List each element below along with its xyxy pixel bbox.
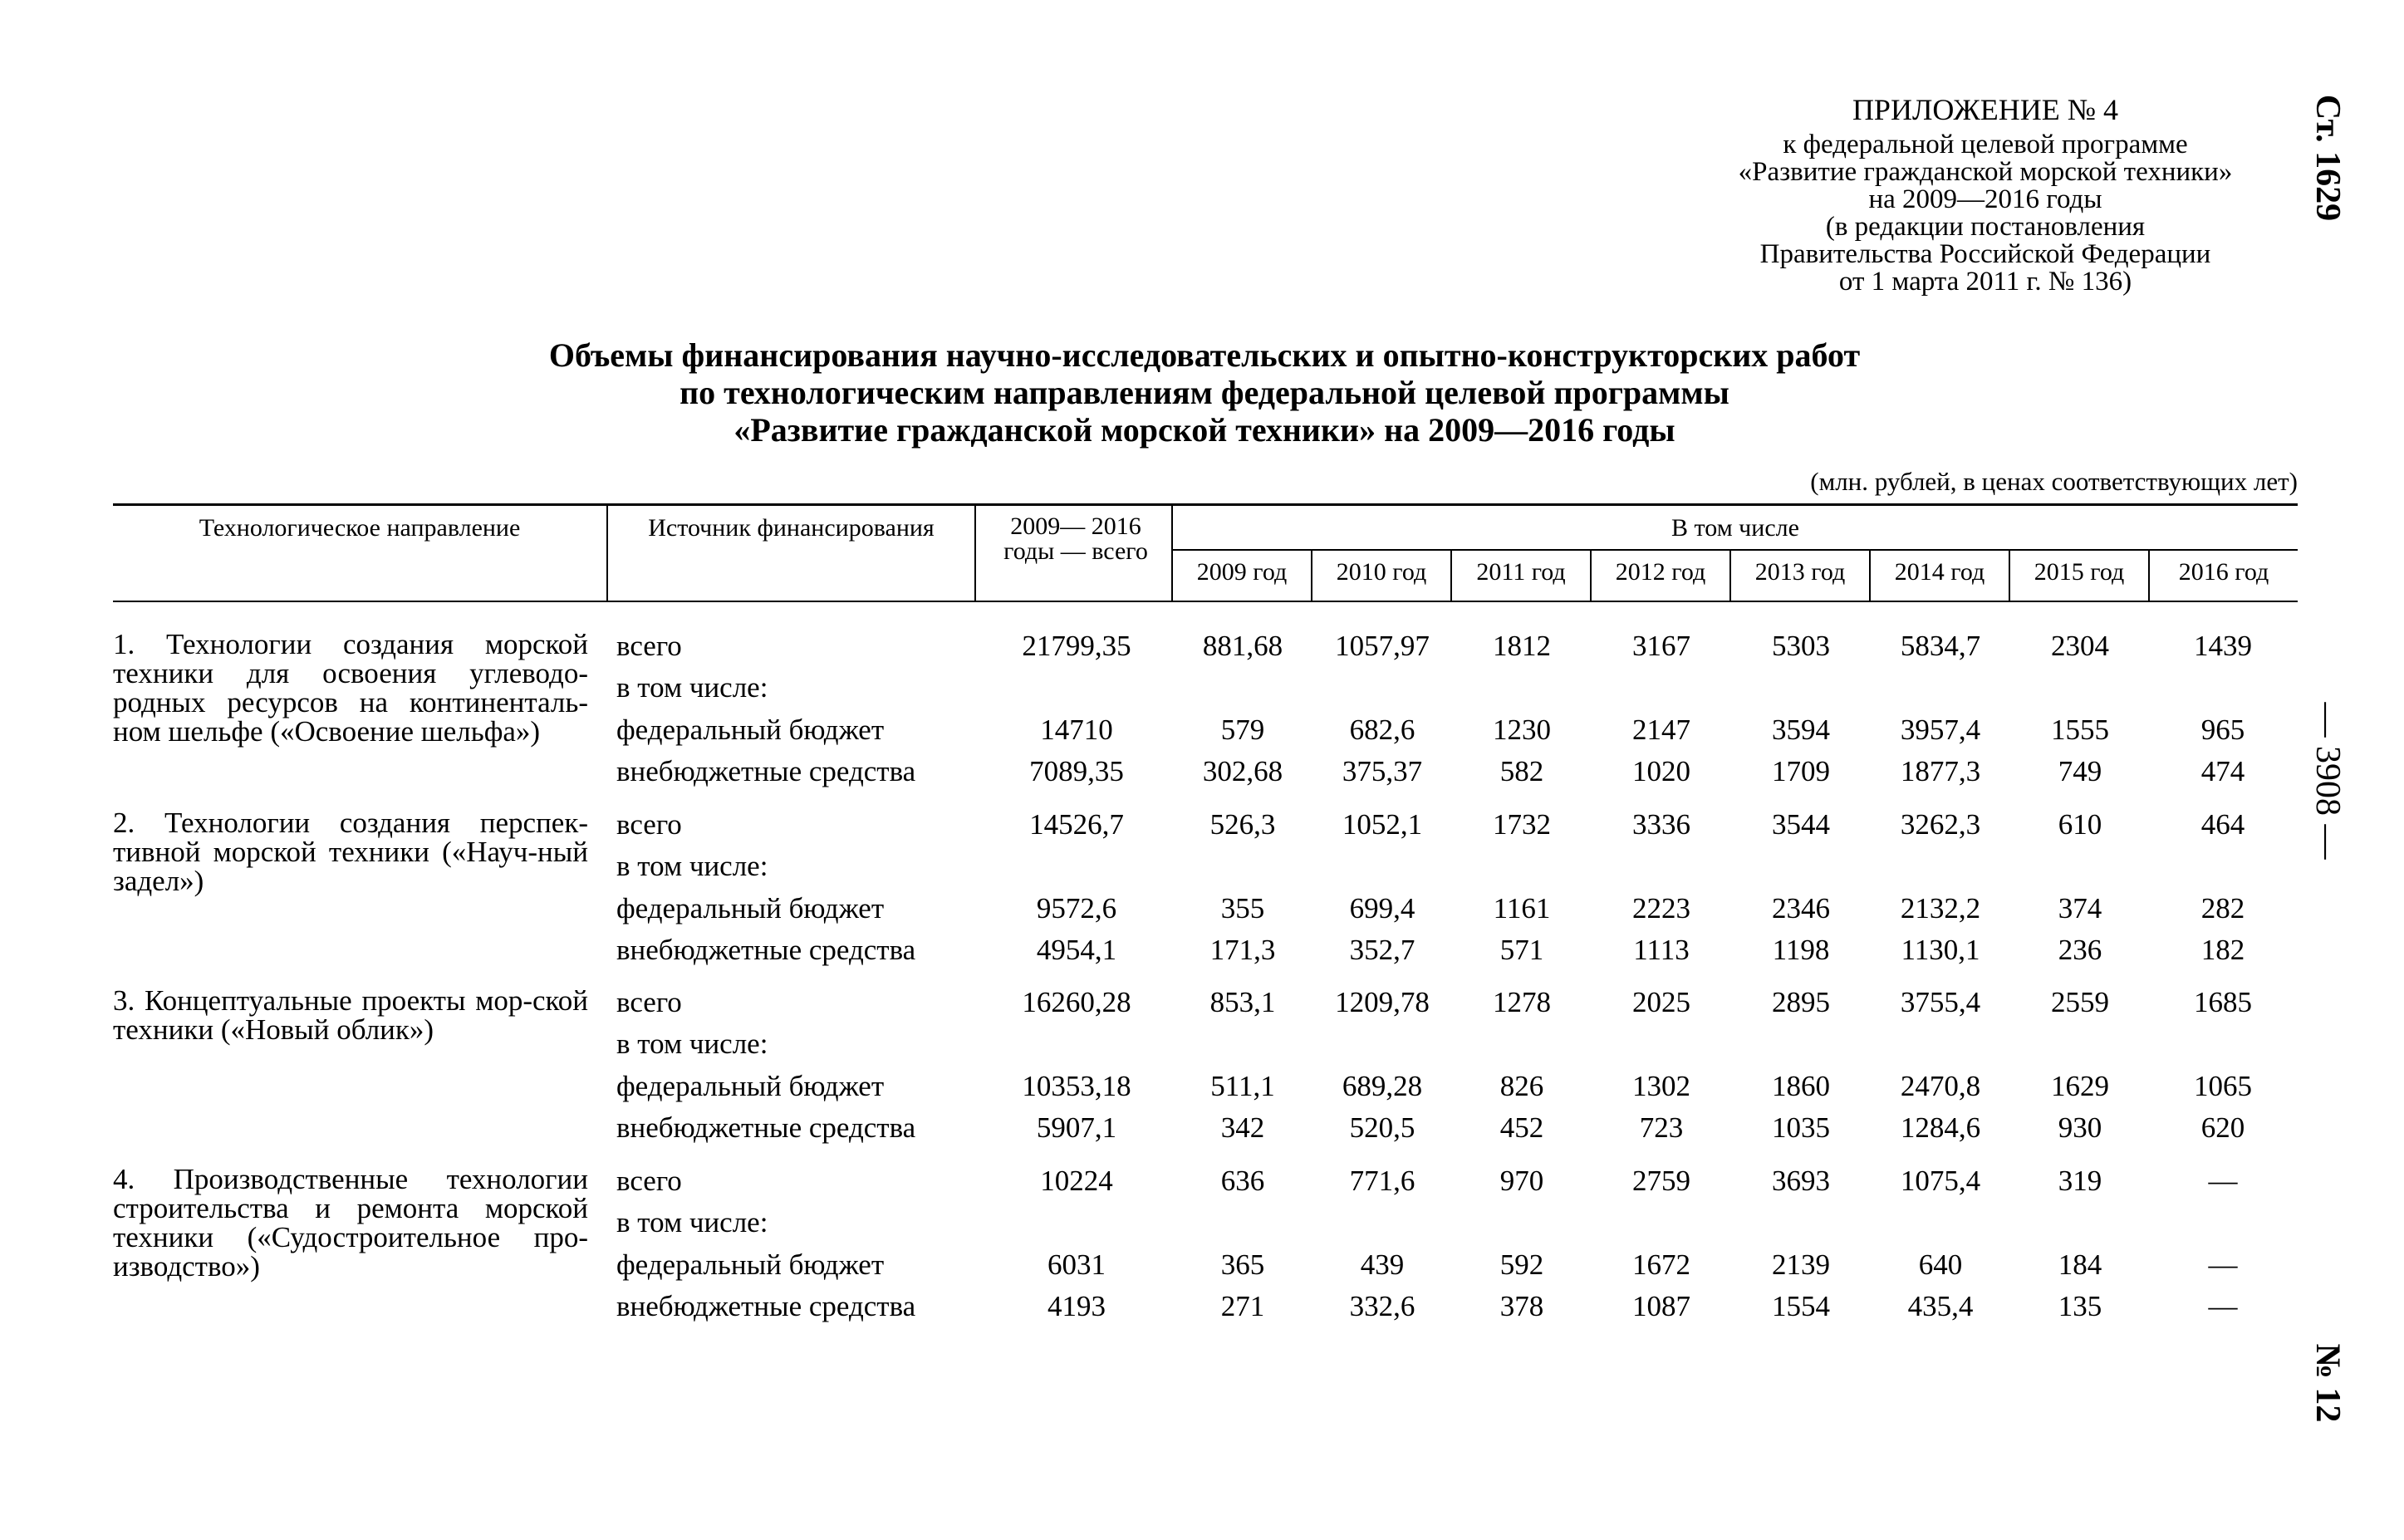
page-number: — 3908 — (2308, 702, 2347, 860)
year-value-cell: 3167 (1632, 630, 1690, 662)
header-year: 2009 год (1196, 558, 1288, 586)
source-cell: в том числе: (616, 1027, 768, 1060)
header-year: 2016 год (2178, 558, 2269, 586)
source-cell: внебюджетные средства (616, 934, 916, 966)
appendix-title: ПРИЛОЖЕНИЕ № 4 (1852, 93, 2119, 126)
source-cell: федеральный бюджет (616, 892, 885, 924)
header-year: 2012 год (1615, 558, 1706, 586)
appendix-line: от 1 марта 2011 г. № 136) (1838, 267, 2132, 297)
year-value-cell: 1709 (1772, 755, 1830, 787)
source-cell: в том числе: (616, 671, 768, 704)
total-cell: 5907,1 (1036, 1111, 1117, 1144)
year-value-cell: 2025 (1632, 986, 1690, 1018)
source-cell: всего (616, 1165, 682, 1197)
direction-cell: 1. Технологии создания морской техники для освоения углеводо-родных ресурсов на континенталь-ном шельфе («Освоение шельфа») (113, 628, 588, 748)
appendix-line: (в редакции постановления (1825, 212, 2146, 242)
year-value-cell: 1812 (1493, 630, 1551, 662)
year-value-cell: 2223 (1632, 892, 1690, 924)
table-header-rule (113, 601, 2298, 602)
year-value-cell: 620 (2200, 1111, 2245, 1144)
source-cell: всего (616, 630, 682, 662)
year-value-cell: 375,37 (1342, 755, 1423, 787)
header-year: 2013 год (1754, 558, 1846, 586)
source-cell: федеральный бюджет (616, 1070, 885, 1102)
year-value-cell: 365 (1220, 1248, 1265, 1281)
year-value-cell: 3262,3 (1900, 808, 1981, 841)
year-value-cell: 236 (2058, 934, 2102, 966)
year-value-cell: 1230 (1493, 714, 1551, 746)
page-title (166, 336, 2243, 449)
article-number: Ст. 1629 (2308, 94, 2347, 222)
appendix-line: к федеральной целевой программе (1783, 130, 2188, 159)
total-cell: 9572,6 (1036, 892, 1117, 924)
header-year: 2015 год (2034, 558, 2125, 586)
year-value-cell: — (2208, 1290, 2238, 1322)
year-value-cell: 271 (1220, 1290, 1265, 1322)
year-value-cell: 1439 (2194, 630, 2252, 662)
year-value-cell: 171,3 (1209, 934, 1276, 966)
source-cell: внебюджетные средства (616, 1290, 916, 1322)
year-value-cell: 1020 (1632, 755, 1690, 787)
year-value-cell: 2346 (1772, 892, 1830, 924)
total-cell: 14526,7 (1029, 808, 1124, 841)
year-value-cell: 1161 (1493, 892, 1551, 924)
year-value-cell: 826 (1499, 1070, 1544, 1102)
year-value-cell: 352,7 (1349, 934, 1415, 966)
year-value-cell: 374 (2058, 892, 2102, 924)
year-value-cell: — (2208, 1165, 2238, 1197)
year-value-cell: 2559 (2051, 986, 2109, 1018)
year-value-cell: 1198 (1772, 934, 1830, 966)
year-value-cell: 302,68 (1202, 755, 1283, 787)
source-cell: внебюджетные средства (616, 1111, 916, 1144)
year-value-cell: 1284,6 (1900, 1111, 1981, 1144)
direction-cell: 3. Концептуальные проекты мор-ской техники («Новый облик») (113, 984, 588, 1046)
year-value-cell: 2139 (1772, 1248, 1830, 1281)
year-value-cell: 1629 (2051, 1070, 2109, 1102)
year-value-cell: 342 (1220, 1111, 1265, 1144)
year-value-cell: 3693 (1772, 1165, 1830, 1197)
year-value-cell: 520,5 (1349, 1111, 1415, 1144)
total-cell: 10353,18 (1022, 1070, 1131, 1102)
header-including: В том числе (1671, 514, 1799, 542)
year-value-cell: 1732 (1493, 808, 1551, 841)
total-cell: 16260,28 (1022, 986, 1131, 1018)
year-value-cell: 1209,78 (1335, 986, 1430, 1018)
appendix-line: Правительства Российской Федерации (1759, 239, 2211, 269)
year-value-cell: 582 (1499, 755, 1544, 787)
year-value-cell: 2147 (1632, 714, 1690, 746)
year-value-cell: 965 (2200, 714, 2245, 746)
total-cell: 10224 (1040, 1165, 1113, 1197)
header-total: 2009— 2016 годы — всего (1003, 513, 1148, 565)
year-value-cell: 464 (2200, 808, 2245, 841)
year-value-cell: 723 (1639, 1111, 1684, 1144)
year-value-cell: 1860 (1772, 1070, 1830, 1102)
year-value-cell: 319 (2058, 1165, 2102, 1197)
year-value-cell: 771,6 (1349, 1165, 1415, 1197)
source-cell: всего (616, 808, 682, 841)
year-value-cell: 3336 (1632, 808, 1690, 841)
year-value-cell: 970 (1499, 1165, 1544, 1197)
year-value-cell: 1672 (1632, 1248, 1690, 1281)
total-cell: 4193 (1047, 1290, 1106, 1322)
year-value-cell: 1554 (1772, 1290, 1830, 1322)
year-value-cell: 135 (2058, 1290, 2102, 1322)
total-cell: 4954,1 (1036, 934, 1117, 966)
year-value-cell: 5834,7 (1900, 630, 1981, 662)
year-value-cell: 2470,8 (1900, 1070, 1981, 1102)
year-value-cell: 1877,3 (1900, 755, 1981, 787)
year-value-cell: 1057,97 (1335, 630, 1430, 662)
year-value-cell: 511,1 (1210, 1070, 1275, 1102)
year-value-cell: 881,68 (1202, 630, 1283, 662)
year-value-cell: 1035 (1772, 1111, 1830, 1144)
source-cell: в том числе: (616, 1206, 768, 1238)
appendix-block (1686, 93, 2284, 296)
year-value-cell: 452 (1499, 1111, 1544, 1144)
year-value-cell: 378 (1499, 1290, 1544, 1322)
source-cell: всего (616, 986, 682, 1018)
source-cell: федеральный бюджет (616, 1248, 885, 1281)
header-year: 2014 год (1894, 558, 1985, 586)
year-value-cell: 2759 (1632, 1165, 1690, 1197)
year-value-cell: 1130,1 (1901, 934, 1980, 966)
year-value-cell: 526,3 (1209, 808, 1276, 841)
year-value-cell: 1052,1 (1342, 808, 1423, 841)
year-value-cell: 182 (2200, 934, 2245, 966)
year-value-cell: 1087 (1632, 1290, 1690, 1322)
units-note: (млн. рублей, в ценах соответствующих лет) (1810, 467, 2298, 496)
source-cell: внебюджетные средства (616, 755, 916, 787)
year-value-cell: 2895 (1772, 986, 1830, 1018)
year-value-cell: 640 (1918, 1248, 1963, 1281)
year-value-cell: 439 (1360, 1248, 1405, 1281)
year-value-cell: 592 (1499, 1248, 1544, 1281)
year-value-cell: 636 (1220, 1165, 1265, 1197)
year-value-cell: 579 (1220, 714, 1265, 746)
header-source: Источник финансирования (648, 514, 935, 542)
year-value-cell: 474 (2200, 755, 2245, 787)
appendix-line: «Развитие гражданской морской техники» (1738, 157, 2233, 187)
year-value-cell: 3755,4 (1900, 986, 1981, 1018)
header-year: 2011 год (1476, 558, 1566, 586)
year-value-cell: 184 (2058, 1248, 2102, 1281)
source-cell: в том числе: (616, 850, 768, 882)
year-value-cell: 282 (2200, 892, 2245, 924)
year-value-cell: 3594 (1772, 714, 1830, 746)
total-cell: 6031 (1047, 1248, 1106, 1281)
year-value-cell: 1075,4 (1900, 1165, 1981, 1197)
year-value-cell: 1113 (1633, 934, 1690, 966)
table-top-rule (113, 503, 2298, 506)
year-value-cell: 699,4 (1349, 892, 1415, 924)
year-value-cell: 1278 (1493, 986, 1551, 1018)
year-value-cell: 2304 (2051, 630, 2109, 662)
year-value-cell: 3544 (1772, 808, 1830, 841)
direction-cell: 2. Технологии создания перспек-тивной морской техники («Науч-ный задел») (113, 807, 588, 897)
year-value-cell: 1065 (2194, 1070, 2252, 1102)
source-cell: федеральный бюджет (616, 714, 885, 746)
year-value-cell: 2132,2 (1900, 892, 1981, 924)
year-value-cell: — (2208, 1248, 2238, 1281)
year-value-cell: 5303 (1772, 630, 1830, 662)
title-line: Объемы финансирования научно-исследовательских и опытно-конструкторских работ (548, 336, 1861, 374)
total-cell: 7089,35 (1029, 755, 1124, 787)
title-line: «Развитие гражданской морской техники» на 2009—2016 годы (733, 411, 1675, 449)
year-value-cell: 1302 (1632, 1070, 1690, 1102)
issue-number: № 12 (2308, 1343, 2347, 1423)
year-value-cell: 610 (2058, 808, 2102, 841)
year-value-cell: 749 (2058, 755, 2102, 787)
year-value-cell: 332,6 (1349, 1290, 1415, 1322)
appendix-line: на 2009—2016 годы (1868, 184, 2102, 214)
year-value-cell: 571 (1499, 934, 1544, 966)
total-cell: 14710 (1040, 714, 1113, 746)
header-year: 2010 год (1336, 558, 1427, 586)
year-value-cell: 1685 (2194, 986, 2252, 1018)
subheader-rule (1171, 549, 2298, 551)
year-value-cell: 355 (1220, 892, 1265, 924)
year-value-cell: 930 (2058, 1111, 2102, 1144)
year-value-cell: 689,28 (1342, 1070, 1423, 1102)
year-value-cell: 3957,4 (1900, 714, 1981, 746)
year-value-cell: 682,6 (1349, 714, 1415, 746)
year-value-cell: 1555 (2051, 714, 2109, 746)
total-cell: 21799,35 (1022, 630, 1131, 662)
direction-cell: 4. Производственные технологии строительства и ремонта морской техники («Судостроительное про-изводство») (113, 1163, 588, 1283)
header-direction: Технологическое направление (199, 514, 521, 542)
year-value-cell: 853,1 (1209, 986, 1276, 1018)
column-divider (974, 506, 976, 602)
title-line: по технологическим направлениям федеральной целевой программы (679, 374, 1729, 411)
year-value-cell: 435,4 (1907, 1290, 1974, 1322)
